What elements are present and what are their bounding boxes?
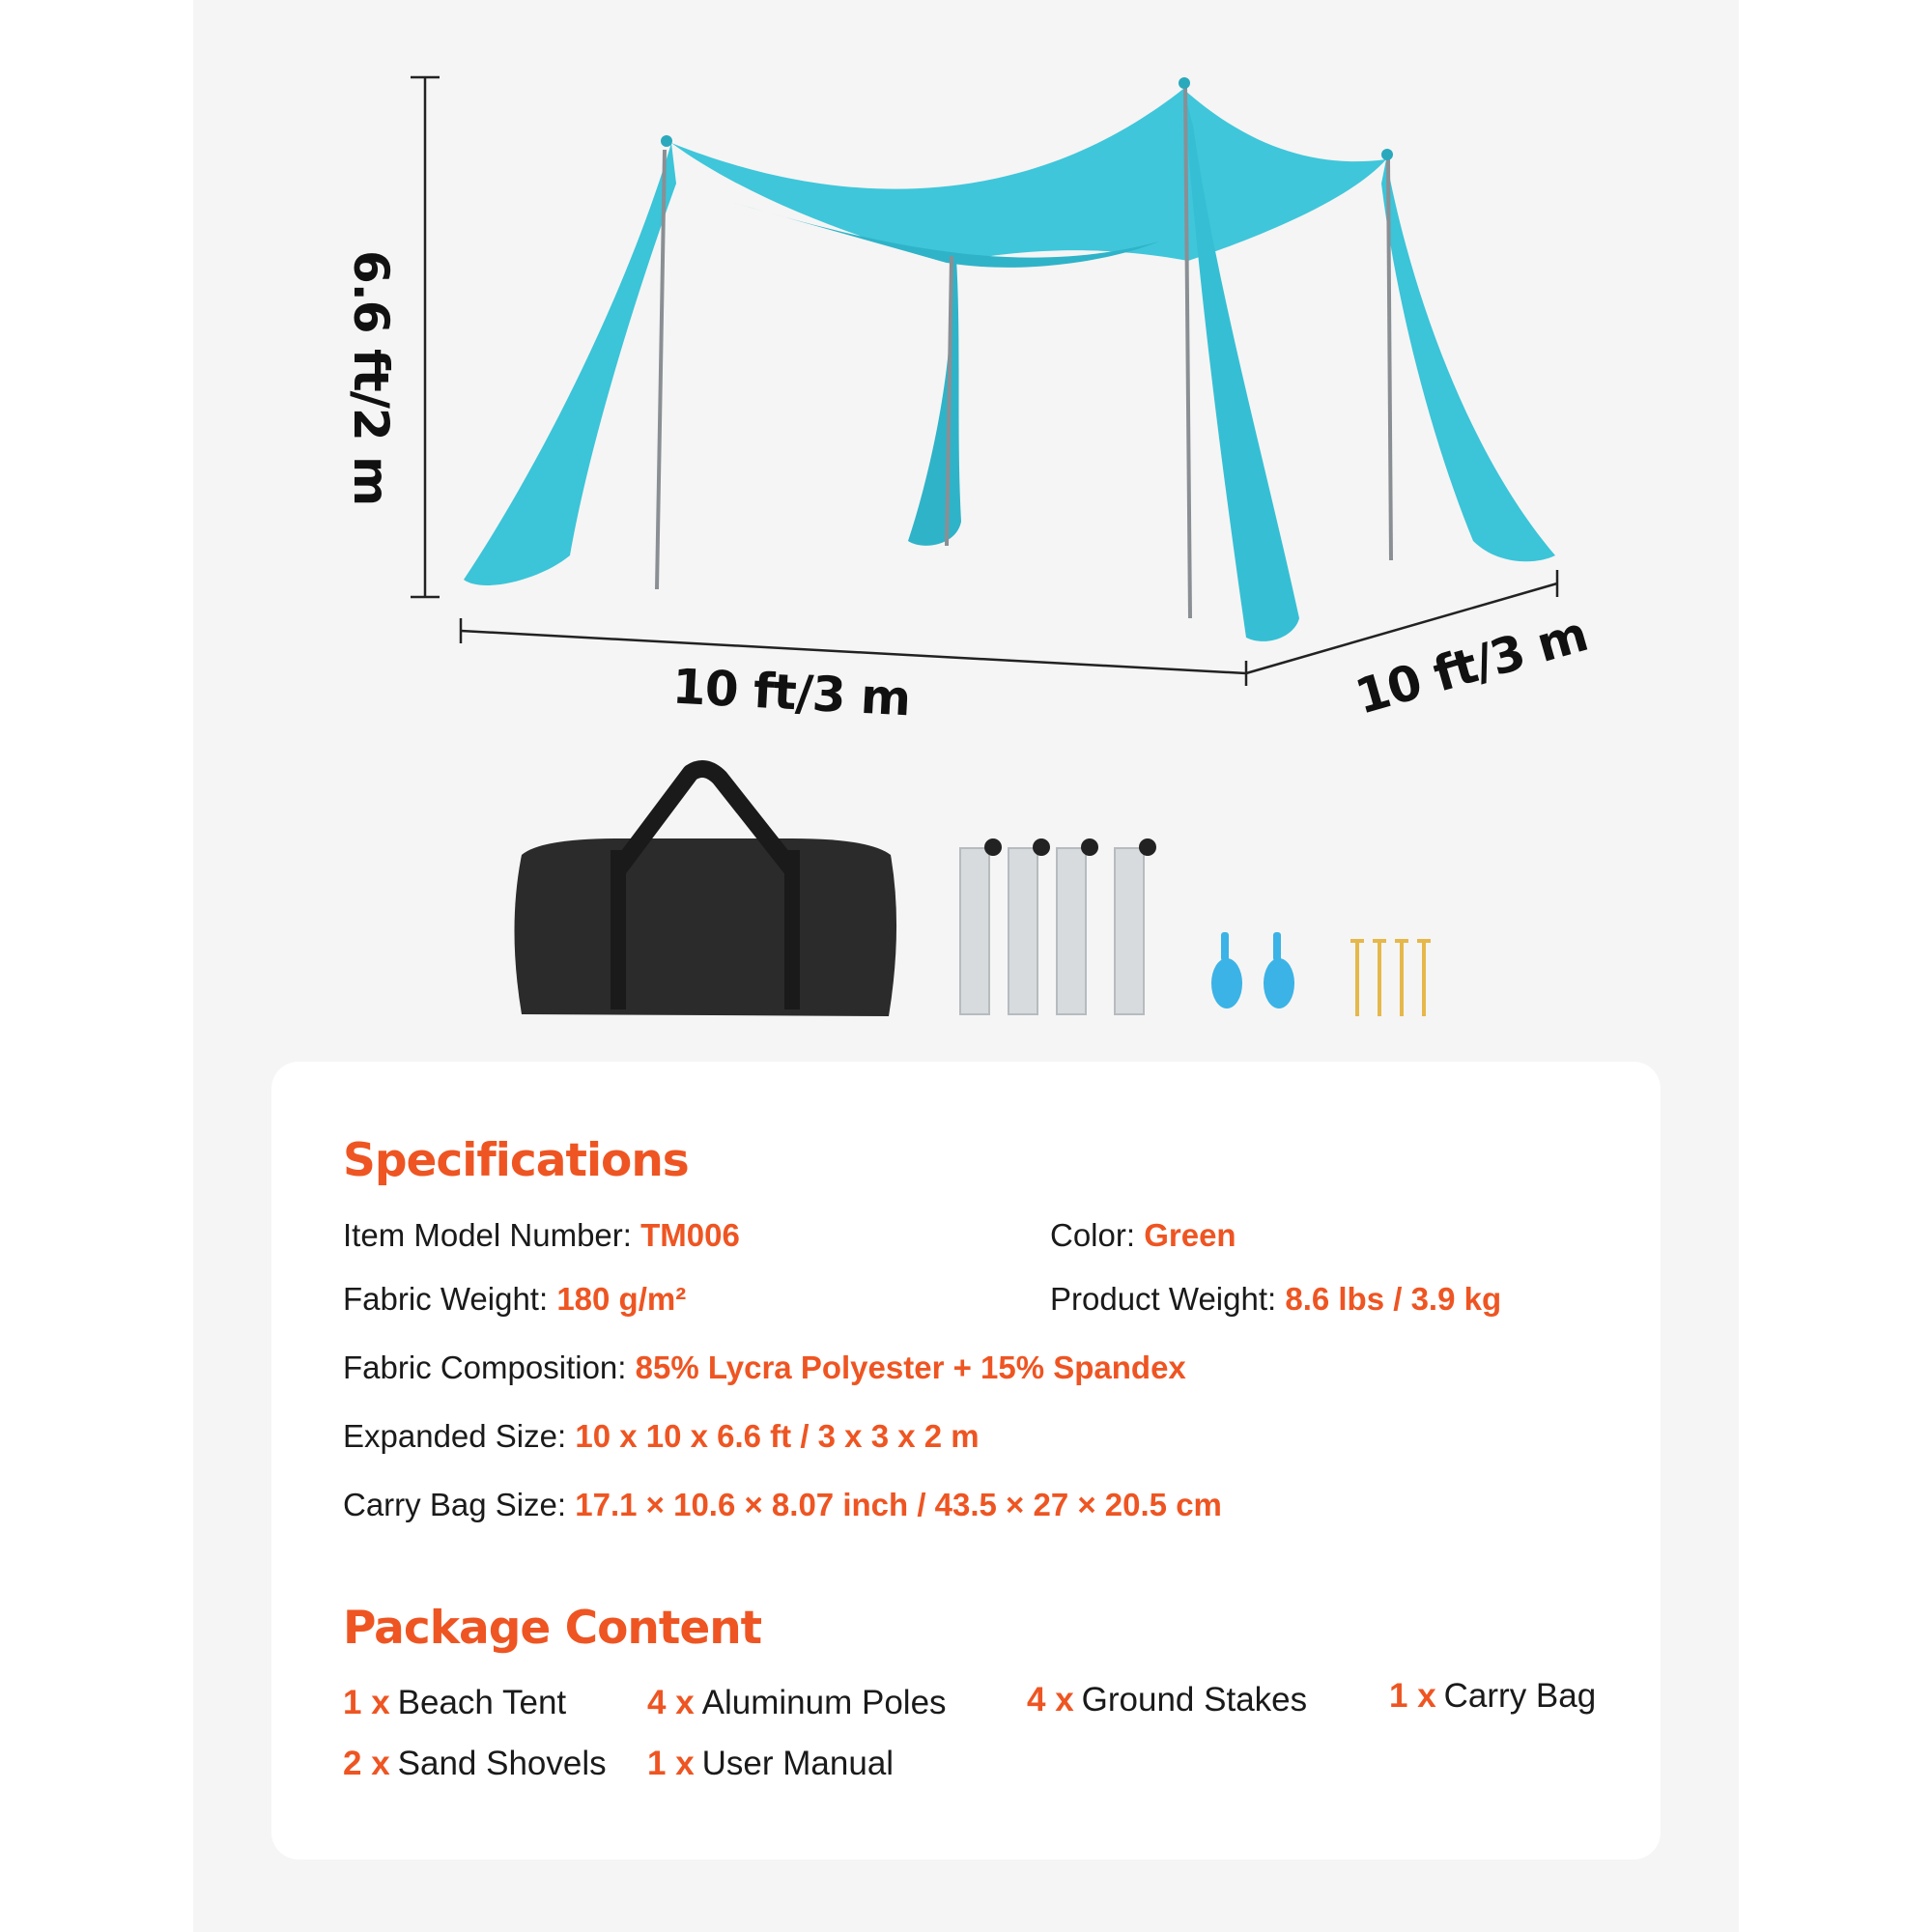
package-item: [647, 1745, 894, 1783]
spec-row-expanded-size: [343, 1418, 980, 1455]
ground-stakes-image: [1350, 940, 1431, 1016]
aluminum-poles-image: [960, 838, 1156, 1014]
package-name: Beach Tent: [397, 1684, 567, 1721]
package-item: [1027, 1681, 1307, 1719]
spec-label: Fabric Weight:: [343, 1281, 557, 1317]
package-qty: 1 x: [1389, 1677, 1436, 1715]
package-item: [647, 1684, 947, 1722]
spec-label: Expanded Size:: [343, 1418, 576, 1454]
package-name: Aluminum Poles: [701, 1684, 947, 1721]
specifications-title: Specifications: [343, 1134, 689, 1187]
spec-row-color: [1050, 1217, 1236, 1254]
height-label: 6.6 ft/2 m: [343, 250, 399, 506]
package-item: [343, 1745, 607, 1783]
package-name: Ground Stakes: [1081, 1681, 1308, 1719]
carry-bag-image: [515, 769, 897, 1016]
package-name: Carry Bag: [1443, 1677, 1597, 1715]
beach-tent-image: [464, 77, 1555, 641]
spec-value: 85% Lycra Polyester + 15% Spandex: [635, 1350, 1186, 1385]
width-label: 10 ft/3 m: [670, 658, 912, 727]
package-qty: 4 x: [647, 1684, 695, 1721]
spec-label: Fabric Composition:: [343, 1350, 636, 1385]
depth-label: 10 ft/3 m: [1349, 606, 1594, 725]
spec-value: TM006: [640, 1217, 740, 1253]
spec-value: 10 x 10 x 6.6 ft / 3 x 3 x 2 m: [575, 1418, 980, 1454]
package-qty: 2 x: [343, 1745, 390, 1782]
height-dimension-line: [411, 77, 440, 597]
spec-row-model: [343, 1217, 740, 1254]
spec-label: Product Weight:: [1050, 1281, 1286, 1317]
spec-row-fabric-weight: [343, 1281, 686, 1318]
package-item: [1389, 1677, 1596, 1716]
package-name: Sand Shovels: [397, 1745, 607, 1782]
spec-label: Item Model Number:: [343, 1217, 641, 1253]
spec-row-carry-bag-size: [343, 1487, 1222, 1523]
spec-label: Carry Bag Size:: [343, 1487, 576, 1522]
spec-value: Green: [1144, 1217, 1236, 1253]
spec-row-product-weight: [1050, 1281, 1501, 1318]
package-qty: 1 x: [343, 1684, 390, 1721]
package-qty: 1 x: [647, 1745, 695, 1782]
package-content-title: Package Content: [343, 1602, 762, 1655]
spec-label: Color:: [1050, 1217, 1145, 1253]
spec-value: 17.1 × 10.6 × 8.07 inch / 43.5 × 27 × 20.5 cm: [575, 1487, 1222, 1522]
package-name: User Manual: [701, 1745, 895, 1782]
package-qty: 4 x: [1027, 1681, 1074, 1719]
spec-value: 8.6 lbs / 3.9 kg: [1285, 1281, 1502, 1317]
spec-value: 180 g/m²: [556, 1281, 687, 1317]
sand-shovels-image: [1211, 932, 1294, 1009]
spec-row-fabric-composition: [343, 1350, 1186, 1386]
package-item: [343, 1684, 566, 1722]
